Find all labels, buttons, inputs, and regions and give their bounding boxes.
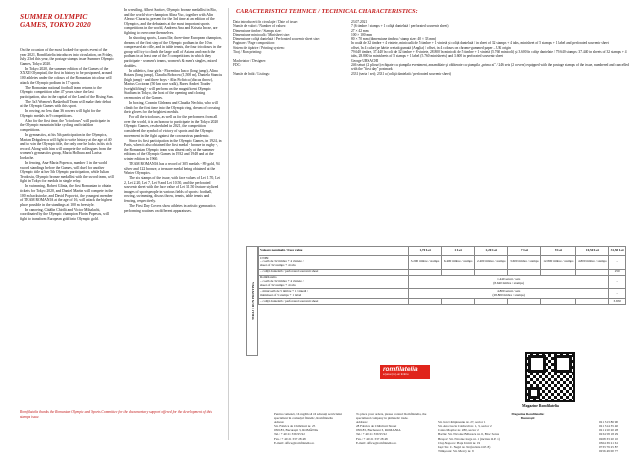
paragraph: In boxing, Cosmin Gîrleanu and Claudia Nechita, who will climb for the first time into the Olympic ring, dream of crossing their gloves for the brightest medals.	[124, 101, 221, 115]
column-divider	[228, 8, 229, 440]
paragraph: In swimming, Robert Glinta, the first Romanian to obtain tickets for Tokyo 2020, and Daniel Martin will compete in the 100 m backstroke, and David Popovici, the youngest member of TEAM ROMANIA at the age of 16, will attack the highest place possible in the standings at 100 m freestyle.	[20, 184, 114, 207]
shop-address: Str. Ana Lucia Caldwalt nr. 1, 3, sector 2	[438, 424, 492, 429]
row-label: – coliţă dantelată / perforated souvenir sheet	[259, 269, 409, 275]
technical-title: CARACTERISTICI TEHNICE / TECHNICAL CHARACTERISTICS:	[236, 8, 418, 15]
face-value-column: 7 Lei	[508, 247, 541, 256]
spec-value: în coală de 32 timbre + 4 viniete, minicoală de 5 timbre + 1 vinietă și coliță dantelată / in sheet of 32 stamps + 4 tabs, minisheet of 5 stamps + 1 label and perforated souvenir sheet	[351, 41, 609, 46]
spec-value: 23.07.2021	[351, 20, 368, 24]
text-column-1	[20, 48, 114, 222]
shop-address: Cluj-Napoca: Piaţa Unirii nr. 19	[438, 440, 481, 445]
table-row	[259, 256, 626, 270]
contact-line: Str. Fabrica de Chibrituri nr. 25	[274, 424, 316, 429]
merged-cell: 1.440 seturi / sets (8.640 timbre / stamps)	[409, 275, 609, 289]
paragraph: In wrestling, Albert Saritov, Olympic bronze medallist in Rio, and the world vice-champion Alina Vuc, together with Alin Alexuc-Ciurariu, present for the 3rd time at an edition of the Olympics, and the debutants at the most important sports competitions in the world, Andreea Ana and Kriszta Incze, are fighting to overcome themselves.	[124, 8, 218, 35]
face-value-column: 31,50 Lei	[609, 247, 626, 256]
merged-cell: 4.800 seturi / sets (28.800 timbre / stamps)	[409, 289, 609, 299]
shop-address: Str. Ion Câmpineanu nr. 27, sector 1	[438, 420, 486, 425]
run-printing-side-label: TIRAJ / RUN PRINTING	[246, 246, 258, 356]
row-label: – minicoală de 5 timbre + 1 vinietă / minisheet of 5 stamps + 1 label	[259, 289, 409, 299]
spec-value: 79.640 timbre, 37.440 în coli de 32 timbre + 8 viniete, 28.800 în minicoli de 5 timbre + 1 vinietă (5.760 minicoli) şi 3.600 în coliţe dantelate / 79.640 stamps: 37.440 in sheets of 32 stamps + 4 tabs, 28.800 in minisheets of 5 stamps + 1 label (5.760 minisheets) and 3.600 in perforated souvenir sheet	[351, 50, 627, 59]
spec-key: Data introducerii în circulaţie / Date of issue:	[233, 20, 298, 24]
paragraph: In fencing, Ana-Maria Popescu, number 1 in the world sword standings before the Games, will duel for another Olympic title at her 5th Olympic participation, while Iulian Teodosiu, Olympic bronze medallist with the sword team, will fight in Tokyo for medals in single relay.	[20, 160, 114, 184]
face-value-column: 2,20 Lei	[475, 247, 508, 256]
table-cell: 3.600 timbre / stamps	[508, 256, 541, 270]
shop-address: Timişoara: Str. Mercy nr. 9	[438, 448, 474, 453]
romfilatelia-logo: romfilatelia a ţuna (ro)-un timbru	[380, 365, 430, 379]
spec-key: Număr de valori / Number of values:	[233, 24, 287, 29]
shops-title: Magazine Romfilatelia:	[511, 412, 545, 416]
spec-value: George URSACHI	[351, 58, 379, 63]
contact-line: To place your orders, please contact Romfilatelia, the specialized company in philatelic trade.	[356, 412, 427, 421]
table-cell: 3.200 timbre / stamps	[409, 256, 442, 270]
spec-key: Paginare / Page composition:	[233, 41, 276, 46]
paragraph: In gymnastics, at his 5th participation in the Olympics, Marian Drăgulescu will fight to write history at the age of 40 and to win the Olympic title, the only one he lacks in his rich record. Along with him will compete the colleagues from the women's gymnastics group, Maria Holbura and Larisa Iordache.	[20, 133, 112, 160]
table-cell	[576, 299, 609, 305]
contact-line: Fax.: + 40 21 337 28 48	[274, 436, 306, 441]
shop-phone: 0733 79 25 87	[599, 444, 618, 449]
shop-address: Bacău: Str. Nicolae Bălcescu nr. 6, Bloc Sotus	[438, 432, 499, 437]
spec-row	[232, 63, 632, 72]
table-cell: 2.400 timbre / stamps	[475, 256, 508, 270]
paragraph: The Romanian national football team returns to the Olympic competition after 47 years since the last participation, also in the capital of the Land of the Rising Sun.	[20, 85, 114, 99]
shop-phone: 021 210 20 28	[599, 428, 618, 433]
shop-phone: 0268 33 20 10	[599, 436, 618, 441]
contact-line: E-mail: office@romfilatelia.ro	[356, 440, 397, 445]
contact-line: E-mail: office@romfilatelia.ro	[274, 440, 315, 445]
paragraph: The First Day Covers show athletes in artistic gymnastics performing routines on different apparatuses.	[124, 204, 216, 213]
table-cell: 6.400 timbre / stamps	[442, 256, 475, 270]
row-label: CNPR – coală de 32 timbre + 4 viniete / sheet of 32 stamps + 4 tabs	[259, 256, 409, 270]
contact-line: Tel.: + 40 21 336 95 92	[274, 432, 305, 437]
price-table	[258, 246, 626, 305]
table-row	[259, 299, 626, 305]
spec-key: Machetator / Designer:	[233, 58, 267, 63]
paragraph: Also for the first time, the "tricolours" will participate in the Olympic mountain bike cycling and triathlon competitions.	[20, 118, 110, 133]
spec-key: Număr de întâi / Listings:	[233, 71, 270, 76]
qr-code	[525, 352, 575, 402]
shops-subtitle: Bucureşti:	[520, 416, 536, 421]
table-cell	[409, 299, 442, 305]
specs-table	[232, 20, 632, 76]
table-cell: –	[609, 256, 626, 270]
contact-en	[356, 412, 432, 445]
contact-line: Tel.: + 40 21 336 95 92	[356, 432, 387, 437]
contact-line: 030183, Bucureşti 3, ROMÂNIA	[274, 428, 319, 433]
spec-key: Dimensiune minicoală / Minisheet size:	[233, 32, 291, 37]
shop-row	[438, 449, 618, 453]
shop-phone: 021 313 86 90	[599, 420, 618, 425]
contact-line: 030183, Bucharest 3, ROMANIA	[356, 428, 401, 433]
paragraph: On the occasion of the most looked-for sports event of the year 2021, Romfilatelia introduces into circulation, on Friday, July 23rd this year, the postage stamps issue Summer Olympic Games, Tokyo 2020.	[20, 48, 115, 66]
paragraph: In shooting sports, Laura Ilie, three-time European champion, dreams of the first step of the Olympic podium in the 10 m compressed air rifle, and in table tennis, the four tricolours in the group will try to climb the large wall of Asians and reach the podium in at least one of the 5 competitions in which they participate - women's teams, women's & men's singles, mixed doubles.	[124, 35, 222, 68]
spec-value: 2331 (seria / set); 2331 a (coliţă dantelată / perforated souvenir sheet)	[351, 71, 451, 76]
table-cell	[475, 299, 508, 305]
paragraph: In canoeing, Cătălin Chirilă and Victor Mihalachi, coordinated by the Olympic champion Florin Popescu, will fight to transform European gold into Olympic gold.	[20, 207, 109, 221]
spec-value: 27 × 42 mm	[351, 28, 369, 33]
paragraph: The 3x3 Women's Basketball Team will make their debut at the Olympic Games with this sport.	[20, 99, 111, 109]
row-label: – coliţă dantelată / perforated souvenir sheet	[259, 299, 409, 305]
paragraph: In rowing, no less than 36 rowers will fight for the Olympic medals in 9 competitions.	[20, 109, 101, 118]
table-cell: 250	[609, 269, 626, 275]
shop-phone: 0256 49 00 77	[599, 448, 618, 453]
face-value-column: 9 Lei	[541, 247, 576, 256]
shop-address: Iaşi: Str. C. Negri nr. 94 (incinta O.P. 8)	[438, 444, 491, 449]
paragraph: TEAM ROMANIA has a record of 305 medals - 89 gold, 94 silver and 122 bronze, a treasure medal being obtained at the Winter Olympics.	[124, 161, 220, 176]
shop-address: Braşov: Str. Nicolae Iorga nr. 1 (incinta O.P. 1)	[438, 436, 500, 441]
paragraph: The six stamps of the issue, with face values of Lei 1.70, Lei 2, Lei 2.20, Lei 7, Lei 9 and Lei 10.50, and the perforated souvenir sheet with the face value of Lei 31.50 feature stylized images of sportspeople in various fields of sports: football, rowing, swimming, discus throw, tennis, table tennis and fencing, respectively.	[124, 176, 221, 204]
contact-ro	[274, 412, 350, 445]
spec-value: offset, în 4 culori pe hârtie cretată gumată (Anglia) / offset, in 4 colours on chrome-gummed paper – UK origin	[351, 45, 511, 50]
table-cell	[442, 299, 475, 305]
spec-value: 7 (6 timbre / stamps + 1 coliţă dantelată / perforated souvenir sheet)	[351, 24, 449, 29]
face-value-header: Valoare nominală / Face value	[259, 247, 409, 256]
row-label: Romfilatelia – coală de 32 timbre + 4 viniete / sheet of 32 stamps + 4 tabs	[259, 275, 409, 289]
paragraph: For all the tricolours, as well as for the performers from all over the world, it is an honour to participate in the Tokyo 2020 Olympic Games, rescheduled in 2021, the competition considered the symbol of victory of sports and the Olympic movement in the fight against the coronavirus pandemic.	[124, 115, 219, 138]
thanks-note: Romfilatelia thanks the Romanian Olympic and Sports Committee for the documentary support offered for the development of this stamps issue.	[20, 410, 212, 419]
table-cell: 4.800 timbre / stamps	[576, 256, 609, 270]
table-cell	[541, 299, 576, 305]
spec-key: Tiraj / Run printing:	[233, 50, 262, 55]
contact-line: Pentru comenzi, vă rugăm să vă adresaţi serviciului specializat în comerţul filatelic, Romfilatelia	[274, 412, 342, 421]
contact-line: Address:	[356, 420, 368, 425]
spec-value: 100 × 100 mm	[351, 32, 373, 37]
issue-title: SUMMER OLYMPIC GAMES, TOKYO 2020	[20, 12, 91, 30]
shops-list	[438, 412, 618, 453]
face-value-column: 10,50 Lei	[576, 247, 609, 256]
spec-key: Dimensiune timbre / Stamps size:	[233, 28, 282, 33]
table-cell	[508, 299, 541, 305]
face-value-column: 1,70 Lei	[409, 247, 442, 256]
table-row	[259, 275, 626, 289]
spec-key: Dimensiune coliţă dantelată / Perforated souvenir sheet size:	[233, 37, 320, 42]
shop-phone: 0234 58 18 29	[599, 432, 618, 437]
contact-line: Adresa:	[274, 420, 285, 425]
spec-value: 80 × 70 mm (dimensiune timbru / stamp size: 40 × 33 mm)	[351, 37, 437, 42]
paragraph: In athletics, four girls - Florentina Iusco (long jump), Alina Rotaru (long jump), Claudia Bobocea (1,500 m), Daniela Stanciu (high jump) - and three boys - Alin Firfirica (discus throw), Marius Cocioran (50 km race walk), Rares Andrei Toader (weightlifting) - will perform on the magnificent Olympic Stadium in Tokyo, the host of the opening and closing ceremonies of the Games.	[124, 68, 222, 101]
shop-phone: 0364 39 21 61	[599, 440, 618, 445]
technical-panel	[232, 8, 634, 320]
paragraph: Since its first participation in the Olympic Games, in 1924, in Paris, when it also obtained the first medal - bronze in rugby -, the Romanian Olympic team was absent only at the summer editions of the Olympic Games in 1932 and 1948 and at the winter edition in 1960.	[124, 138, 222, 161]
spec-row	[232, 72, 632, 76]
shop-address: Calea Moşilor nr. 280, sector 2	[438, 428, 479, 433]
spec-key: FDC:	[233, 62, 241, 67]
paragraph: In Tokyo 2020, the summer edition of the Games of the XXXII Olympiad, the first in history to be postponed, around 100 athletes under the colours of the Romanian tricolour will attack the Olympic podium in 17 sports.	[20, 66, 113, 85]
table-cell: 12.800 timbre / stamps	[541, 256, 576, 270]
table-cell: –	[609, 289, 626, 299]
face-value-column: 2 Lei	[442, 247, 475, 256]
text-column-2	[124, 8, 222, 214]
shop-phone: 021 314 35 40	[599, 424, 618, 429]
table-cell: 3.650	[609, 299, 626, 305]
contact-line: 28 Fabrica de Chibrituri Street	[356, 424, 397, 429]
spec-key: Sistem de tipărire / Printing system:	[233, 45, 285, 50]
spec-row	[232, 50, 632, 59]
qr-label: Magazine Romfilatelia	[522, 404, 559, 408]
contact-line: Fax.: + 40 21 337 28 48	[356, 436, 388, 441]
table-row	[259, 289, 626, 299]
table-cell: –	[609, 275, 626, 289]
spec-value: 246 seturi (2 plicuri) echipate cu ştampila eveniment, ansamblate şi obliterate cu ştampila „prima zi" / 246 sets (2 covers) equipped with the postage stamps of the issue, numbered and cancelled with the "first day" postmark	[351, 62, 629, 72]
